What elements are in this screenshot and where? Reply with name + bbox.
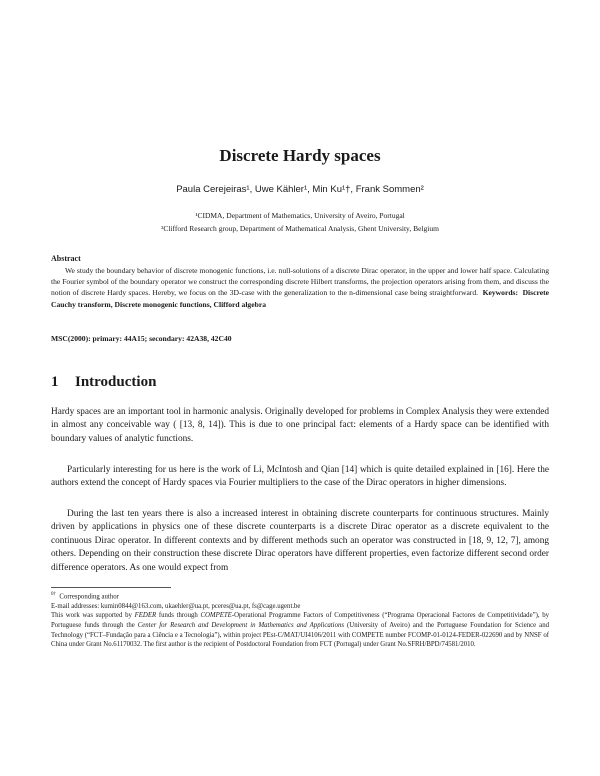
- keywords-label: Keywords:: [482, 288, 519, 298]
- abstract-heading: Abstract: [51, 254, 81, 263]
- section-heading: [51, 374, 156, 391]
- abstract-body: [51, 265, 549, 310]
- compete-name: COMPETE: [200, 612, 232, 620]
- corresponding-note: Corresponding author: [59, 593, 119, 601]
- msc-classification: MSC(2000): primary: 44A15; secondary: 42A38, 42C40: [51, 334, 232, 343]
- paragraph-3: [51, 508, 549, 575]
- section-number: 1: [51, 374, 59, 390]
- affiliation-2: ²Clifford Research group, Department of Mathematical Analysis, Ghent University, Belgium: [161, 224, 439, 233]
- corresponding-mark: 0†: [51, 592, 56, 597]
- paragraph-2: [51, 464, 549, 491]
- paper-title: Discrete Hardy spaces: [219, 146, 381, 165]
- section-title: Introduction: [75, 374, 157, 390]
- funding-note: This work was supported by FEDER funds through COMPETE-Operational Programme Factors of Competitiveness (“Programa Operacional Factores de Competitividade”), by Portuguese funds through the Center for Research and Development in Mathematics and Applications (University of Aveiro) and the Portuguese Foundation for Science and Technology (“FCT–Fundação para a Ciência e a Tecnologia”), within project PEst-C/MAT/UI4106/2011 with COMPETE number FCOMP-01-0124-FEDER-022690 and by NNSF of China under Grant No.61170032. The first author is the recipient of Postdoctoral Foundation from FCT (Portugal) under Grant No.SFRH/BPD/74581/2010.: [51, 612, 550, 649]
- feder-name: FEDER: [134, 612, 157, 620]
- center-name: Center for Research and Development in Mathematics and Applications: [137, 622, 345, 630]
- affiliation-1: ¹CIDMA, Department of Mathematics, University of Aveiro, Portugal: [195, 211, 405, 220]
- abstract-text: We study the boundary behavior of discrete monogenic functions, i.e. null-solutions of a discrete Dirac operator, in the upper and lower half space. Calculating the Fourier symbol of the boundary operator we construct the corresponding discrete Hilbert transforms, the projection operators arising from them, and discuss the notion of discrete Hardy spaces. Hereby, we focus on the 3D-case with the generalization to the n-dimensional case being straightforward.: [51, 266, 549, 298]
- footnotes: [51, 590, 549, 650]
- footnote-rule: [51, 587, 171, 588]
- paragraph-1: [51, 406, 549, 446]
- email-addresses: E-mail addresses: kumin0844@163.com, ukaehler@ua.pt, pceres@ua.pt, fs@cage.ugent.be: [51, 602, 301, 610]
- author-list: Paula Cerejeiras¹, Uwe Kähler¹, Min Ku¹†, Frank Sommen²: [176, 184, 424, 195]
- paragraph-1-text: Hardy spaces are an important tool in harmonic analysis. Originally developed for problems in Complex Analysis they were extended in almost any conceivable way ( [13, 8, 14]). This is due to one principal fact: elements of a Hardy space can be identified with boundary values of analytic functions.: [51, 407, 549, 444]
- paragraph-2-text: Particularly interesting for us here is the work of Li, McIntosh and Qian [14] which is quite detailed explained in [16]. Here the authors extend the concept of Hardy spaces via Fourier multipliers to the case of the Dirac operators in higher dimensions.: [51, 465, 549, 489]
- paragraph-3-text: During the last ten years there is also a increased interest in obtaining discrete counterparts for continuous structures. Mainly driven by applications in physics one of these discrete counterparts is a discrete Dirac operator as a discrete equivalent to the continuous Dirac operator. In different contexts and by different methods such an operator was constructed in [18, 9, 12, 7], among others. Depending on their construction these discrete Dirac operators have different properties, even factorize different second order difference operators. As one would expect from: [51, 509, 549, 573]
- keywords: Discrete Cauchy transform, Discrete monogenic functions, Clifford algebra: [51, 288, 550, 309]
